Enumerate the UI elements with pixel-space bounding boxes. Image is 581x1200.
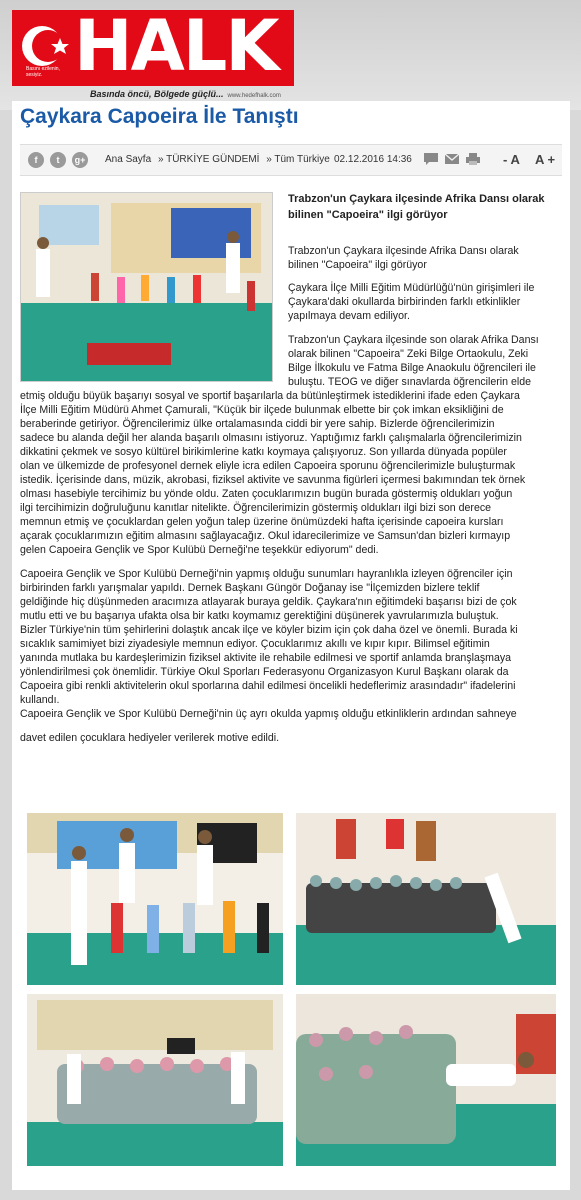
font-increase-button[interactable]: A + [535, 152, 556, 167]
article-lead: Trabzon'un Çaykara ilçesinde Afrika Dansı olarak bilinen "Capoeira" ilgi görüyor [288, 193, 545, 221]
article-title: Çaykara Capoeira İle Tanıştı [20, 105, 299, 128]
article-main-photo [20, 192, 273, 382]
mail-icon[interactable] [444, 152, 460, 166]
slogan-text: Basında öncü, Bölgede güçlü... [90, 89, 224, 99]
body-line-6: Trabzon'un Çaykara ilçesinde son olarak Afrika Dansı [288, 334, 539, 346]
article-toolbar [20, 144, 562, 176]
article-page [12, 101, 570, 1190]
body-line-21: gelen Capoeira Gençlik ve Spor Kulübü Derneği'ne teşekkür ediyorum" dedi. [20, 544, 379, 556]
breadcrumb-category[interactable]: » TÜRKİYE GÜNDEMİ [157, 154, 260, 165]
body-line-26: Bizler Türkiye'nin tüm şehirlerini dolaştık ancak ilçe ve köyler bizim için çok daha özel ve önemli. Burada ki [20, 624, 518, 636]
logo-wordmark: HALK [74, 5, 278, 87]
body-line-11: İlçe Milli Eğitim Müdürü Ahmet Çamurali, "Küçük bir ilçede bulunmak elbette bir çok imkan eksikliğini de [20, 404, 504, 416]
body-line-33: davet edilen çocuklara hediyeler verilerek motive edildi. [20, 732, 280, 744]
body-line-12: beraberinde getiriyor. Öğrencilerimiz ülke ortalamasında ciddi bir yere sahip. Bizlerde öğrencilerimizin [20, 418, 495, 430]
logo-motto: Basını ezilenin, sesiyiz. [26, 66, 60, 78]
site-url[interactable]: www.hedefhalk.com [227, 93, 281, 99]
body-line-18: ilgi tercihimizin doğruluğunu kanıtlar nitelikte. Öğrencilerimizin göstermiş oldukları ilgi bizi son derece [20, 502, 492, 514]
print-icon[interactable] [465, 152, 481, 166]
breadcrumb [105, 145, 334, 175]
body-line-2: bilinen "Capoeira" ilgi görüyor [288, 259, 427, 271]
body-line-31: kullandı. [20, 694, 60, 706]
comment-icon[interactable] [423, 152, 439, 166]
halk-logo[interactable] [12, 5, 294, 87]
body-line-13: sadece bu alanda değil her alanda başarılı olmasını istiyoruz. Yaptığımız farklı çalışmalarla öğrencilerimizin [20, 432, 522, 444]
body-line-22: Capoeira Gençlik ve Spor Kulübü Derneği'nin yapmış olduğu sunumları hayranlıkla izleyen öğrenciler için [20, 568, 513, 580]
body-line-29: yönlendirilmesi çok önemlidir. Türkiye Okul Sporları Federasyonu Organizasyon Kurul Başkanı olarak da [20, 666, 509, 678]
masthead-slogan [90, 89, 281, 99]
body-line-7: olarak bilinen "Capoeira" Zeki Bilge Ortaokulu, Zeki [288, 348, 529, 360]
gallery-photo-4 [296, 994, 556, 1166]
body-line-8: Bilge İlkokulu ve Fatma Bilge Anaokulu öğrencileri ile [288, 362, 536, 374]
body-line-9: buluştu. TEOG ve diğer sınavlarda öğrencilerin elde [288, 376, 532, 388]
body-line-28: yanında mutlaka bu kardeşlerimizin fiziksel aktivite ile rehabile edilmesi ve sportif anlamda branşlaşmaya [20, 652, 512, 664]
body-line-4: Çaykara'daki okullarda birbirinden farklı etkinlikler [288, 296, 521, 308]
breadcrumb-subcategory[interactable]: » Tüm Türkiye [266, 154, 330, 165]
body-line-20: açarak çocuklarımızın eğitim almasını sağlayacağız. Okul idarecilerimize ve Samsun'dan bizleri kırmayıp [20, 530, 511, 542]
body-line-17: olması hasebiyle tercihimiz bu yönde oldu. Zaten çocuklarımızın bugün burada göstermiş oldukları yoğun [20, 488, 513, 500]
breadcrumb-home[interactable]: Ana Sayfa [105, 154, 152, 165]
gallery-photo-1 [27, 813, 283, 985]
body-line-25: mutlu etti ve bu başarıya ufakta olsa bir katkı koymamız gerektiğini düşünerek yavrularımızla buluştuk. [20, 610, 499, 622]
body-line-32: Capoeira Gençlik ve Spor Kulübü Derneği'nin üç ayrı okulda yapmış olduğu etkinliklerin ardından sahneye [20, 708, 517, 720]
body-line-30: Capoeira gibi renkli aktivitelerin okul sporlarına dahil edilmesi öncelikli hedeflerimiz arasındadır" ifadelerini [20, 680, 516, 692]
body-line-5: yapılmaya devam ediliyor. [288, 310, 410, 322]
body-line-24: geldiğinde hiç düşünmeden aracımıza atlayarak buraya geldik. Çaykara'nın eğitimdeki başarısı bizi de çok [20, 596, 517, 608]
body-line-19: memnun etmiş ve çocuklardan gelen yoğun talep üzerine önümüzdeki hafta içerisinde capoeira kursları [20, 516, 504, 528]
body-line-3: Çaykara İlçe Milli Eğitim Müdürlüğü'nün girişimleri ile [288, 282, 535, 294]
publish-date: 02.12.2016 14:36 [334, 154, 412, 165]
body-line-14: dikkatini çekmek ve sosyo kültürel birikimlerine katkı koymaya çalışıyoruz. Son yıllarda dünyada popüler [20, 446, 507, 458]
twitter-icon[interactable]: t [50, 152, 66, 168]
body-line-16: istedik. İçerisinde dans, müzik, akrobasi, fiziksel aktivite ve savunma figürleri içermesi bakımından tek örnek [20, 474, 526, 486]
gallery-photo-2 [296, 813, 556, 985]
body-line-15: olan ve ülkemizde de profesyonel dernek eliyle icra edilen Capoeira sporunu öğrencilerimizle buluşturmak [20, 460, 516, 472]
font-decrease-button[interactable]: - A [503, 152, 520, 167]
facebook-icon[interactable]: f [28, 152, 44, 168]
body-line-23: birbirinden farklı yarışmalar yapıldı. Dernek Başkanı Güngör Doğanay ise "İlçemizden bizlere teklif [20, 582, 480, 594]
body-line-27: sıcaklık samimiyet bizi ziyadesiyle memnun ediyor. Çocuklarımız akıllı ve kıpır kıpır. Bilimsel eğitimin [20, 638, 490, 650]
body-line-1: Trabzon'un Çaykara ilçesinde Afrika Dansı olarak [288, 245, 519, 257]
gallery-photo-3 [27, 994, 283, 1166]
googleplus-icon[interactable]: g+ [72, 152, 88, 168]
body-line-10: etmiş olduğu büyük başarıyı sosyal ve sportif başarılarla da bütünleştirmek istediklerini ifade eden Çaykara [20, 390, 520, 402]
